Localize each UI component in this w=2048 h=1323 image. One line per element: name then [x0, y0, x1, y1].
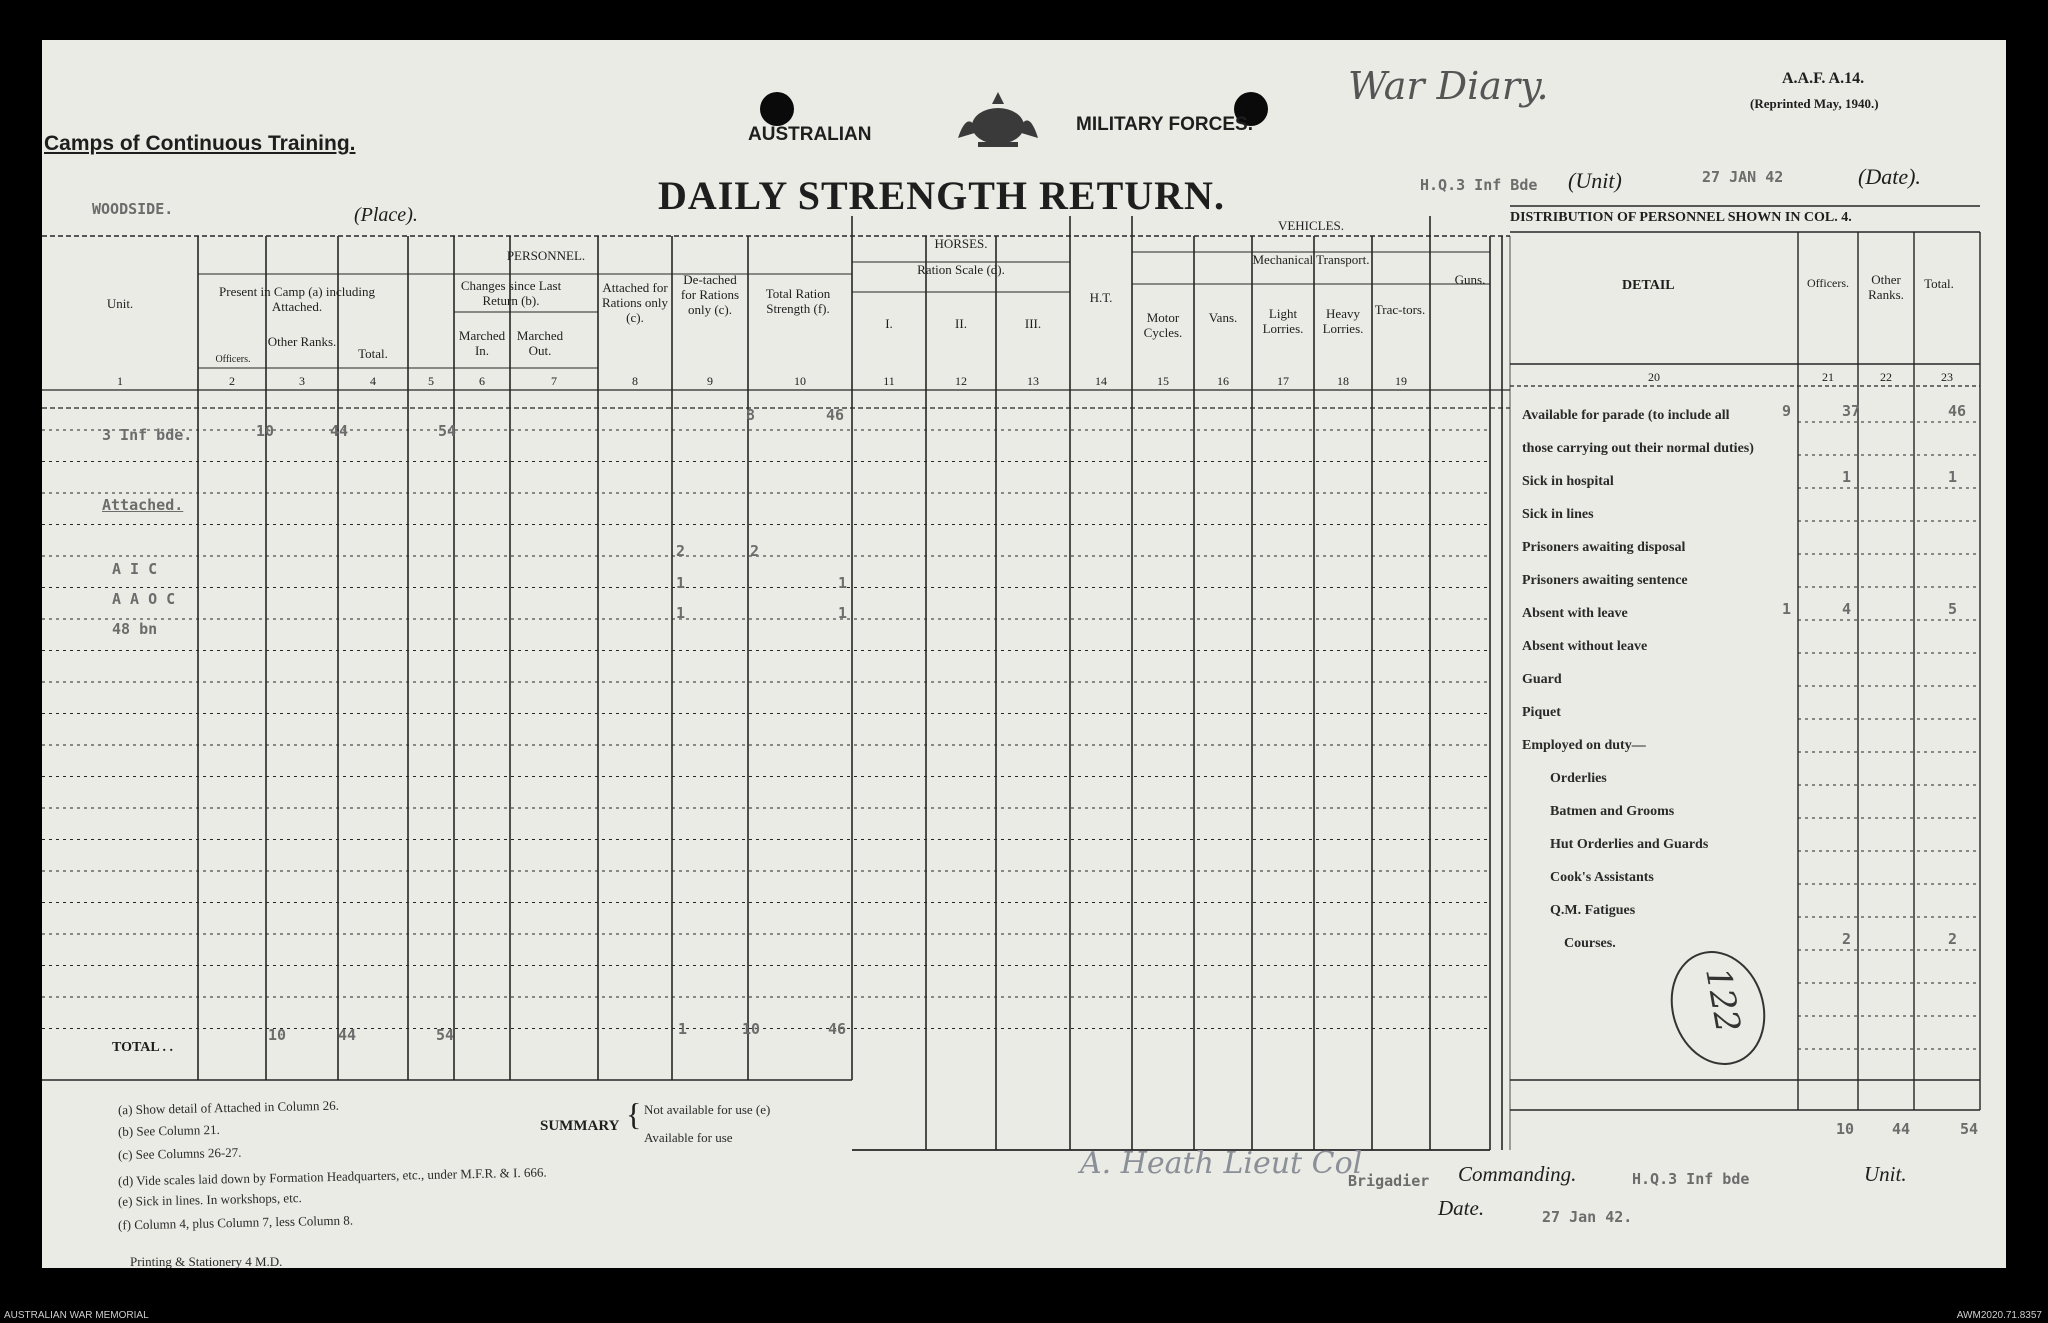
- column-number: 18: [1337, 374, 1349, 388]
- row-unit: 3 Inf bde.: [102, 426, 193, 444]
- distribution-row-label: Absent with leave: [1522, 606, 1628, 621]
- form-sheet: [42, 40, 2006, 1268]
- total-total: 54: [436, 1026, 455, 1044]
- military-forces-label: MILITARY FORCES.: [1076, 114, 1253, 135]
- footnote: (d) Vide scales laid down by Formation Headquarters, etc., under M.F.R. & I. 666.: [117, 1164, 547, 1189]
- row-total: 54: [438, 422, 457, 440]
- printer-imprint: Printing & Stationery 4 M.D.: [130, 1254, 283, 1268]
- footer-unit-label: Unit.: [1864, 1162, 1907, 1186]
- distribution-row-label: Cook's Assistants: [1550, 870, 1654, 885]
- column-number: 9: [707, 374, 713, 388]
- total-ration-a: 10: [742, 1020, 761, 1038]
- distribution-row-label: Sick in lines: [1522, 507, 1594, 522]
- distribution-row-label: Hut Orderlies and Guards: [1550, 837, 1709, 852]
- bn-unit: 48 bn: [112, 620, 158, 638]
- distribution-column-number: 21: [1822, 370, 1834, 384]
- distribution-row-label: Sick in hospital: [1522, 474, 1614, 489]
- aaoc-unit: A A O C: [112, 590, 176, 608]
- commanding-label: Commanding.: [1458, 1162, 1577, 1186]
- unit-label: (Unit): [1568, 168, 1622, 193]
- column-number: 10: [794, 374, 806, 388]
- archive-caption: [0, 1310, 2048, 1323]
- form-number: A.A.F. A.14.: [1782, 70, 1865, 87]
- aic-ration-b: 1: [838, 574, 848, 592]
- col-changes: Changes since Last Return (b).: [460, 278, 562, 308]
- summary-brace: {: [626, 1096, 642, 1132]
- distribution-value: 46: [1948, 402, 1967, 420]
- aic-ration-a: 2: [750, 542, 760, 560]
- distribution-other-header: Other Ranks.: [1868, 272, 1904, 302]
- handwritten-war-diary: War Diary.: [1348, 64, 1549, 108]
- distribution-row-label: Q.M. Fatigues: [1550, 903, 1636, 918]
- date-label: (Date).: [1858, 164, 1921, 189]
- col-detached: De-tached for Rations only (c).: [680, 272, 740, 317]
- column-number: 16: [1217, 374, 1229, 388]
- brigadier-label: Brigadier: [1348, 1172, 1430, 1190]
- distribution-row-label: Available for parade (to include all: [1522, 408, 1730, 423]
- distribution-value: 2: [1842, 930, 1852, 948]
- row-ration-a: 8: [746, 406, 756, 424]
- distribution-row-label: those carrying out their normal duties): [1522, 441, 1754, 456]
- total-ration-b: 46: [828, 1020, 847, 1038]
- col-heavy: Heavy Lorries.: [1322, 306, 1364, 336]
- col-total: Total.: [358, 346, 388, 361]
- distribution-value: 37: [1842, 402, 1861, 420]
- unit-value: H.Q.3 Inf Bde: [1420, 176, 1538, 194]
- footnote: (a) Show detail of Attached in Column 26.: [117, 1097, 340, 1118]
- column-number: 14: [1095, 374, 1107, 388]
- footnote: (b) See Column 21.: [117, 1121, 220, 1140]
- col-ht: H.T.: [1089, 290, 1113, 305]
- col-light: Light Lorries.: [1262, 306, 1304, 336]
- date-value: 27 JAN 42: [1702, 168, 1784, 186]
- coat-of-arms-icon: [938, 88, 1058, 150]
- col-motor: Motor Cycles.: [1143, 310, 1183, 340]
- distribution-value: 9: [1782, 402, 1792, 420]
- distribution-value: 5: [1948, 600, 1958, 618]
- aaoc-detached: 1: [676, 574, 686, 592]
- column-number: 12: [955, 374, 967, 388]
- distribution-row-label: Courses.: [1564, 936, 1616, 951]
- page-title: DAILY STRENGTH RETURN.: [658, 173, 1225, 218]
- total-other-ranks: 44: [338, 1026, 357, 1044]
- reprinted-date: (Reprinted May, 1940.): [1750, 96, 1879, 111]
- distribution-row-label: Piquet: [1522, 705, 1561, 720]
- attached-label: Attached.: [102, 496, 184, 514]
- column-number: 2: [229, 374, 235, 388]
- col-personnel: PERSONNEL.: [506, 248, 586, 263]
- distribution-row-label: Employed on duty—: [1522, 738, 1646, 753]
- distribution-officers-header: Officers.: [1806, 276, 1850, 290]
- aic-detached: 2: [676, 542, 686, 560]
- column-number: 5: [428, 374, 434, 388]
- col-guns: Guns.: [1454, 272, 1486, 287]
- footnote: (c) See Columns 26-27.: [117, 1144, 242, 1163]
- col-horse-3: III.: [1024, 316, 1042, 331]
- footnote: (f) Column 4, plus Column 7, less Column 8.: [117, 1212, 354, 1233]
- footer-unit-value: H.Q.3 Inf bde: [1632, 1170, 1750, 1188]
- col-other-ranks: Other Ranks.: [267, 334, 337, 349]
- total-detached: 1: [678, 1020, 688, 1038]
- row-ration-b: 46: [826, 406, 845, 424]
- distribution-row-label: Guard: [1522, 672, 1562, 687]
- footnote: (e) Sick in lines. In workshops, etc.: [117, 1190, 302, 1209]
- column-number: 7: [551, 374, 557, 388]
- aic-unit: A I C: [112, 560, 158, 578]
- footer-date-label: Date.: [1438, 1196, 1485, 1220]
- distribution-value: 1: [1948, 468, 1958, 486]
- folio-number: 122: [1697, 964, 1748, 1036]
- col-unit: Unit.: [106, 296, 134, 311]
- column-number: 19: [1395, 374, 1407, 388]
- column-number: 1: [117, 374, 123, 388]
- col-ration-scale: Ration Scale (d).: [917, 262, 1005, 277]
- punch-hole-left: [760, 92, 794, 126]
- column-number: 15: [1157, 374, 1169, 388]
- distribution-row-label: Prisoners awaiting disposal: [1522, 540, 1686, 555]
- place-label: (Place).: [354, 204, 418, 226]
- grand-officers: 10: [1836, 1120, 1855, 1138]
- distribution-detail-header: DETAIL: [1622, 278, 1675, 293]
- col-total-ration: Total Ration Strength (f).: [765, 286, 831, 316]
- distribution-value: 1: [1782, 600, 1792, 618]
- distribution-title: DISTRIBUTION OF PERSONNEL SHOWN IN COL. 4.: [1510, 210, 1852, 225]
- distribution-value: 1: [1842, 468, 1852, 486]
- column-number: 8: [632, 374, 638, 388]
- col-marched-out: Marched Out.: [516, 328, 564, 358]
- col-vans: Vans.: [1208, 310, 1238, 325]
- grand-other: 44: [1892, 1120, 1911, 1138]
- row-other-ranks: 44: [330, 422, 349, 440]
- distribution-column-number: 20: [1648, 370, 1660, 384]
- distribution-row-label: Prisoners awaiting sentence: [1522, 573, 1688, 588]
- footer-date-value: 27 Jan 42.: [1542, 1208, 1633, 1226]
- column-number: 13: [1027, 374, 1039, 388]
- col-horses: HORSES.: [934, 236, 988, 251]
- caption-right: AWM2020.71.8357: [1956, 1310, 2042, 1321]
- aaoc-ration-b: 1: [838, 604, 848, 622]
- column-number: 4: [370, 374, 376, 388]
- distribution-row-label: Batmen and Grooms: [1550, 804, 1675, 819]
- row-officers: 10: [256, 422, 275, 440]
- distribution-total-header: Total.: [1924, 276, 1954, 291]
- camps-heading: Camps of Continuous Training.: [44, 132, 356, 155]
- col-attached: Attached for Rations only (c).: [601, 280, 669, 325]
- distribution-column-number: 23: [1941, 370, 1953, 384]
- distribution-value: 2: [1948, 930, 1958, 948]
- australian-label: AUSTRALIAN: [748, 124, 872, 145]
- grand-total: 54: [1960, 1120, 1979, 1138]
- bn-detached: 1: [676, 604, 686, 622]
- total-officers: 10: [268, 1026, 287, 1044]
- place-value: WOODSIDE.: [92, 200, 174, 218]
- col-marched-in: Marched In.: [458, 328, 506, 358]
- distribution-column-number: 22: [1880, 370, 1892, 384]
- column-number: 11: [883, 374, 895, 388]
- available-label: Available for use: [644, 1130, 733, 1145]
- distribution-row-label: Orderlies: [1550, 771, 1607, 786]
- column-number: 3: [299, 374, 305, 388]
- total-label: TOTAL . .: [112, 1040, 173, 1055]
- col-mech: Mechanical Transport.: [1252, 252, 1370, 267]
- col-vehicles: VEHICLES.: [1277, 218, 1345, 233]
- col-present: Present in Camp (a) including Attached.: [219, 284, 375, 314]
- column-number: 17: [1277, 374, 1289, 388]
- col-officers: Officers.: [215, 354, 251, 365]
- distribution-row-label: Absent without leave: [1522, 639, 1648, 654]
- caption-left: AUSTRALIAN WAR MEMORIAL: [4, 1310, 149, 1321]
- distribution-value: 4: [1842, 600, 1852, 618]
- col-horse-1: I.: [885, 316, 893, 331]
- column-number: 6: [479, 374, 485, 388]
- signature: A. Heath Lieut Col: [1080, 1146, 1363, 1181]
- col-tractors: Trac-tors.: [1374, 302, 1426, 317]
- summary-label: SUMMARY: [540, 1118, 620, 1134]
- col-horse-2: II.: [955, 316, 967, 331]
- not-available-label: Not available for use (e): [644, 1102, 771, 1117]
